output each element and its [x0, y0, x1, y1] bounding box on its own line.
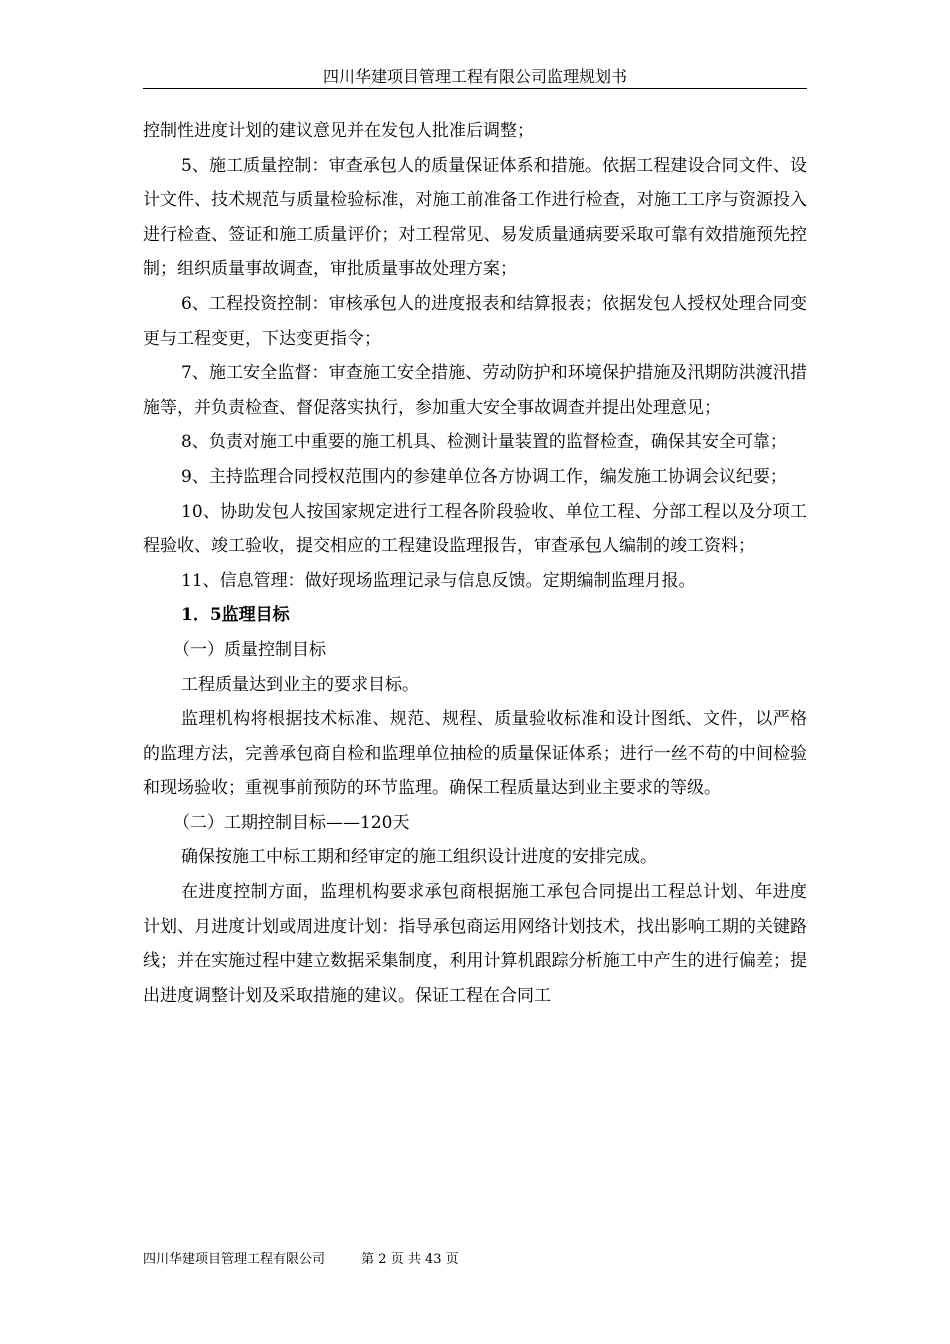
document-body [143, 114, 807, 1013]
page-footer [143, 1248, 459, 1267]
paragraph-quality-detail: 监理机构将根据技术标准、规范、规程、质量验收标准和设计图纸、文件，以严格的监理方法，完善承包商自检和监理单位抽检的质量保证体系；进行一丝不苟的中间检验和现场验收；重视事前预防的环节监理。确保工程质量达到业主要求的等级。 [143, 709, 807, 799]
paragraph-schedule-detail: 在进度控制方面，监理机构要求承包商根据施工承包合同提出工程总计划、年进度计划、月进度计划或周进度计划：指导承包商运用网络计划技术，找出影响工期的关键路线；并在实施过程中建立数据采集制度，利用计算机跟踪分析施工中产生的进行偏差；提出进度调整计划及采取措施的建议。保证工程在合同工 [143, 882, 807, 1006]
subsection-quality-heading: （一）质量控制目标 [173, 639, 326, 660]
subsection-schedule-heading: （二）工期控制目标——120天 [173, 812, 410, 833]
paragraph-item-8: 8、负责对施工中重要的施工机具、检测计量装置的监督检查，确保其安全可靠； [181, 432, 787, 453]
paragraph-item-5: 5、施工质量控制：审查承包人的质量保证体系和措施。依据工程建设合同文件、设计文件、技术规范与质量检验标准，对施工前准备工作进行检查，对施工工序与资源投入进行检查、签证和施工质量评价；对工程常见、易发质量通病要采取可靠有效措施预先控制；组织质量事故调查，审批质量事故处理方案； [143, 155, 807, 280]
paragraph-quality-goal: 工程质量达到业主的要求目标。 [181, 674, 419, 695]
paragraph-item-9: 9、主持监理合同授权范围内的参建单位各方协调工作，编发施工协调会议纪要； [181, 466, 787, 487]
paragraph-item-7: 7、施工安全监督：审查施工安全措施、劳动防护和环境保护措施及汛期防洪渡汛措施等，并负责检查、督促落实执行，参加重大安全事故调查并提出处理意见； [143, 363, 807, 418]
paragraph-item-10: 10、协助发包人按国家规定进行工程各阶段验收、单位工程、分部工程以及分项工程验收、竣工验收，提交相应的工程建设监理报告，审查承包人编制的竣工资料； [143, 501, 807, 557]
paragraph-item-6: 6、工程投资控制：审核承包人的进度报表和结算报表；依据发包人授权处理合同变更与工程变更，下达变更指令； [143, 293, 807, 349]
paragraph-schedule-goal: 确保按施工中标工期和经审定的施工组织设计进度的安排完成。 [181, 847, 657, 868]
footer-company: 四川华建项目管理工程有限公司 [143, 1252, 326, 1267]
footer-page-number: 第 2 页 共 43 页 [361, 1252, 459, 1267]
section-heading: 1．5监理目标 [181, 605, 290, 626]
page-header: 四川华建项目管理工程有限公司监理规划书 [143, 66, 807, 89]
paragraph-continuation: 控制性进度计划的建议意见并在发包人批准后调整； [143, 121, 534, 141]
paragraph-item-11: 11、信息管理：做好现场监理记录与信息反馈。定期编制监理月报。 [181, 570, 696, 591]
